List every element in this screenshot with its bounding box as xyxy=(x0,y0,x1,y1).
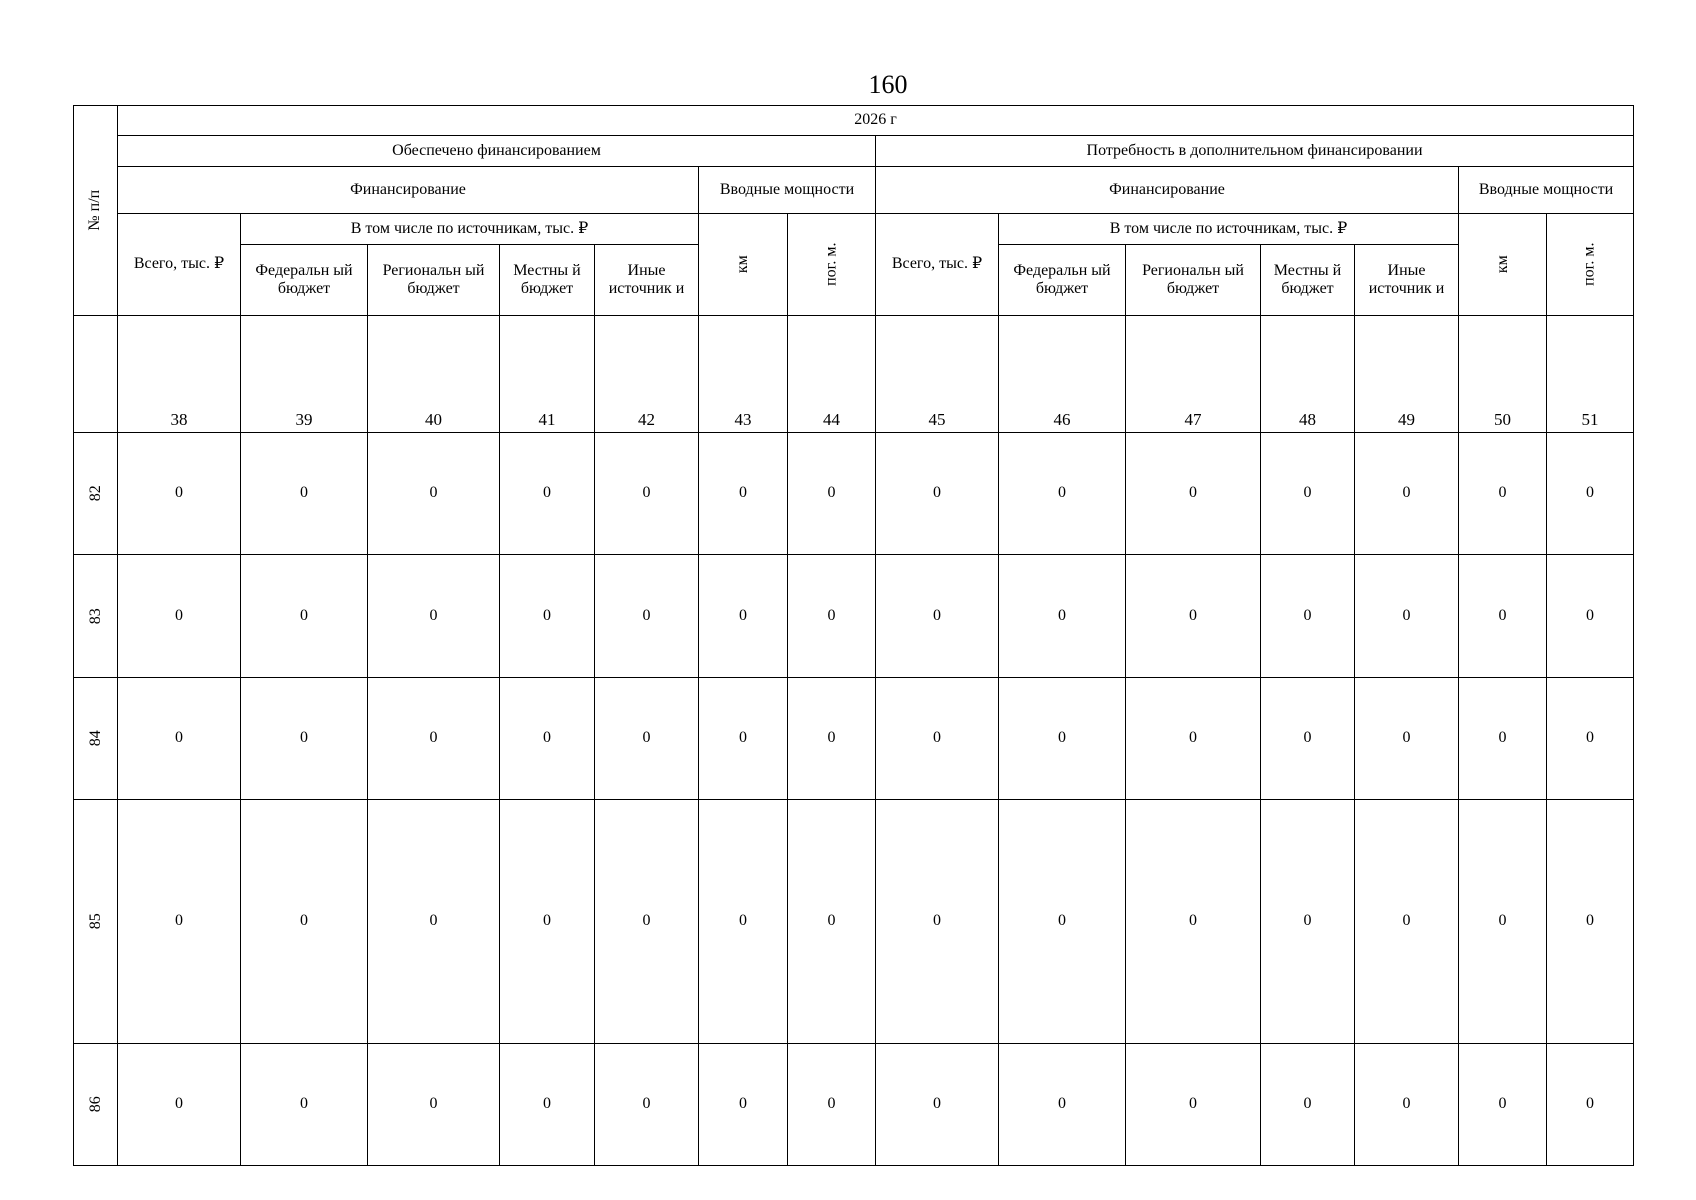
table-cell: 0 xyxy=(1547,433,1634,555)
column-number: 41 xyxy=(500,316,595,433)
additional-total-header: Всего, тыс. ₽ xyxy=(876,214,999,316)
table-cell: 0 xyxy=(368,1044,500,1166)
table-cell: 0 xyxy=(788,800,876,1044)
table-cell: 0 xyxy=(500,1044,595,1166)
secured-capacity-header: Вводные мощности xyxy=(699,167,876,214)
additional-sources-header: В том числе по источникам, тыс. ₽ xyxy=(999,214,1459,245)
table-cell: 0 xyxy=(1459,678,1547,800)
table-cell: 0 xyxy=(1547,800,1634,1044)
table-cell: 0 xyxy=(1459,555,1547,678)
table-cell: 0 xyxy=(1459,1044,1547,1166)
table-cell: 0 xyxy=(1355,678,1459,800)
table-cell: 0 xyxy=(788,678,876,800)
table-cell: 0 xyxy=(876,433,999,555)
table-cell: 0 xyxy=(699,678,788,800)
table-cell: 0 xyxy=(1355,800,1459,1044)
column-number: 38 xyxy=(118,316,241,433)
table-cell: 0 xyxy=(1355,1044,1459,1166)
additional-other-header: Иные источник и xyxy=(1355,245,1459,316)
secured-financing-subheader: Финансирование xyxy=(118,167,699,214)
column-number-row xyxy=(74,316,1634,433)
row-number: 84 xyxy=(74,678,118,800)
secured-other-header: Иные источник и xyxy=(595,245,699,316)
year-header: 2026 г xyxy=(118,106,1634,136)
table-cell: 0 xyxy=(999,800,1126,1044)
table-cell: 0 xyxy=(1355,555,1459,678)
additional-financing-subheader: Финансирование xyxy=(876,167,1459,214)
table-row xyxy=(74,1044,1634,1166)
table-cell: 0 xyxy=(595,555,699,678)
table-cell: 0 xyxy=(1126,678,1261,800)
column-number: 44 xyxy=(788,316,876,433)
row-number-header: № п/п xyxy=(74,106,118,316)
table-cell: 0 xyxy=(595,800,699,1044)
table-cell: 0 xyxy=(1261,800,1355,1044)
table-cell: 0 xyxy=(699,1044,788,1166)
table-row xyxy=(74,678,1634,800)
table-cell: 0 xyxy=(1547,678,1634,800)
table-cell: 0 xyxy=(699,555,788,678)
column-number: 45 xyxy=(876,316,999,433)
table-cell: 0 xyxy=(1355,433,1459,555)
secured-sources-header: В том числе по источникам, тыс. ₽ xyxy=(241,214,699,245)
column-number: 39 xyxy=(241,316,368,433)
table-cell: 0 xyxy=(699,800,788,1044)
secured-financing-header: Обеспечено финансированием xyxy=(118,136,876,167)
row-number: 86 xyxy=(74,1044,118,1166)
table-cell: 0 xyxy=(876,1044,999,1166)
table-cell: 0 xyxy=(500,678,595,800)
table-cell: 0 xyxy=(241,433,368,555)
table-cell: 0 xyxy=(241,555,368,678)
table-cell: 0 xyxy=(1126,1044,1261,1166)
table-cell: 0 xyxy=(1261,555,1355,678)
table-cell: 0 xyxy=(1459,800,1547,1044)
additional-financing-header: Потребность в дополнительном финансировании xyxy=(876,136,1634,167)
table-cell: 0 xyxy=(999,678,1126,800)
table-cell: 0 xyxy=(1261,433,1355,555)
column-number: 51 xyxy=(1547,316,1634,433)
table-cell: 0 xyxy=(595,678,699,800)
table-cell: 0 xyxy=(118,678,241,800)
table-cell: 0 xyxy=(368,433,500,555)
additional-local-header: Местны й бюджет xyxy=(1261,245,1355,316)
table-cell: 0 xyxy=(500,800,595,1044)
table-cell: 0 xyxy=(1126,800,1261,1044)
table-cell: 0 xyxy=(1547,555,1634,678)
table-cell: 0 xyxy=(999,1044,1126,1166)
secured-federal-header: Федеральн ый бюджет xyxy=(241,245,368,316)
table-cell: 0 xyxy=(595,433,699,555)
table-cell: 0 xyxy=(788,433,876,555)
secured-km-header: км xyxy=(699,214,788,316)
column-number: 40 xyxy=(368,316,500,433)
financing-table xyxy=(73,105,1634,1166)
column-number: 46 xyxy=(999,316,1126,433)
column-number: 48 xyxy=(1261,316,1355,433)
additional-pog-header: пог. м. xyxy=(1547,214,1634,316)
table-cell: 0 xyxy=(241,678,368,800)
secured-total-header: Всего, тыс. ₽ xyxy=(118,214,241,316)
column-number: 43 xyxy=(699,316,788,433)
table-row xyxy=(74,800,1634,1044)
table-cell: 0 xyxy=(699,433,788,555)
table-cell: 0 xyxy=(241,800,368,1044)
table-cell: 0 xyxy=(241,1044,368,1166)
table-cell: 0 xyxy=(500,433,595,555)
table-cell: 0 xyxy=(368,555,500,678)
table-cell: 0 xyxy=(368,678,500,800)
table-cell: 0 xyxy=(118,1044,241,1166)
column-number-blank xyxy=(74,316,118,433)
table-row xyxy=(74,433,1634,555)
secured-local-header: Местны й бюджет xyxy=(500,245,595,316)
table-cell: 0 xyxy=(876,678,999,800)
secured-pog-header: пог. м. xyxy=(788,214,876,316)
additional-federal-header: Федеральн ый бюджет xyxy=(999,245,1126,316)
table-cell: 0 xyxy=(1126,433,1261,555)
table-cell: 0 xyxy=(876,555,999,678)
table-cell: 0 xyxy=(500,555,595,678)
column-number: 42 xyxy=(595,316,699,433)
table-cell: 0 xyxy=(118,800,241,1044)
column-number: 50 xyxy=(1459,316,1547,433)
table-cell: 0 xyxy=(1126,555,1261,678)
table-cell: 0 xyxy=(1261,1044,1355,1166)
table-cell: 0 xyxy=(788,555,876,678)
page-number: 160 xyxy=(868,70,908,99)
table-cell: 0 xyxy=(1261,678,1355,800)
table-cell: 0 xyxy=(1459,433,1547,555)
table-cell: 0 xyxy=(368,800,500,1044)
table-cell: 0 xyxy=(1547,1044,1634,1166)
table-row xyxy=(74,555,1634,678)
secured-regional-header: Региональн ый бюджет xyxy=(368,245,500,316)
table-cell: 0 xyxy=(999,433,1126,555)
table-cell: 0 xyxy=(788,1044,876,1166)
table-cell: 0 xyxy=(876,800,999,1044)
additional-regional-header: Региональн ый бюджет xyxy=(1126,245,1261,316)
table-cell: 0 xyxy=(595,1044,699,1166)
row-number: 82 xyxy=(74,433,118,555)
row-number: 83 xyxy=(74,555,118,678)
column-number: 49 xyxy=(1355,316,1459,433)
table-cell: 0 xyxy=(999,555,1126,678)
additional-km-header: км xyxy=(1459,214,1547,316)
row-number: 85 xyxy=(74,800,118,1044)
table-cell: 0 xyxy=(118,555,241,678)
additional-capacity-header: Вводные мощности xyxy=(1459,167,1634,214)
table-cell: 0 xyxy=(118,433,241,555)
column-number: 47 xyxy=(1126,316,1261,433)
